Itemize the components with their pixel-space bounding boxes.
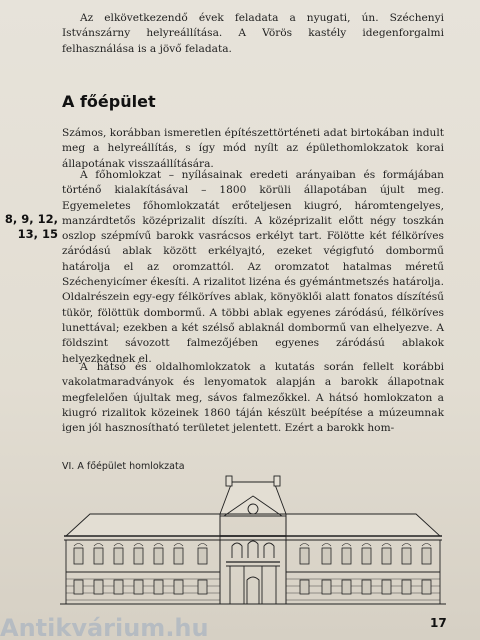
building-facade-drawing (60, 474, 446, 614)
margin-figure-reference: 8, 9, 12, 13, 15 (4, 212, 58, 241)
paragraph-3: A hátsó és oldalhomlokzatok a kutatás során fellelt korábbi vakolatmaradványok és lenyomatok alapján a barokk állapotnak megfelelően újultak meg, sávos falmezőkkel. A hátsó homlokzaton a kiugró rizalitok közeinek 1860 táján készült beépítése a múzeumnak igen jól hasznosítható területet jelentett. Ezért a barokk hom- (62, 361, 444, 435)
intro-paragraph: Az elkövetkezendő évek feladata a nyugati, ún. Széchenyi Istvánszárny helyreállítása. A Vörös kastély idegenforgalmi felhasználása is a jövő feladata. (62, 12, 444, 55)
page-number: 17 (430, 616, 447, 630)
paragraph-1: Számos, korábban ismeretlen építészettörténeti adat birtokában indult meg a helyreállítás, s így mód nyílt az épülethomlokzatok korai állapotának visszaállítására. (62, 127, 444, 170)
figure-caption: VI. A főépület homlokzata (62, 461, 185, 472)
paragraph-2: A főhomlokzat – nyílásainak eredeti arányaiban és formájában történő kialakításával – 1800 körüli állapotában újult meg. Egyemeletes főhomlokzatát erőteljesen kiugró, háromtengelyes, manzárdtetős középrizalit díszíti. A középrizalit előtt négy toszkán oszlop szépmívű barokk vasrácsos erkélyt tart. Fölötte két félköríves záródású ablak között erkélyajtó, ezeket végigfutó dombormű határolja el az oromzattól. Az oromzatot hatalmas méretű Széchenyicímer ékesíti. A rizalitot lizéna és gyémántmetszés határolja. Oldalrészein egy-egy félköríves ablak, könyöklői alatt fonatos díszítésű tükör, fölöttük dombormű. A többi ablak egyenes záródású, félköríves lunettával; ezekben a két szélső ablaknál dombormű van elhelyezve. A földszint sávozott falmezőjében egyenes záródású ablakok helyezkednek el. (62, 169, 444, 365)
watermark: Antikvárium.hu (0, 614, 209, 640)
section-heading: A főépület (62, 92, 156, 111)
